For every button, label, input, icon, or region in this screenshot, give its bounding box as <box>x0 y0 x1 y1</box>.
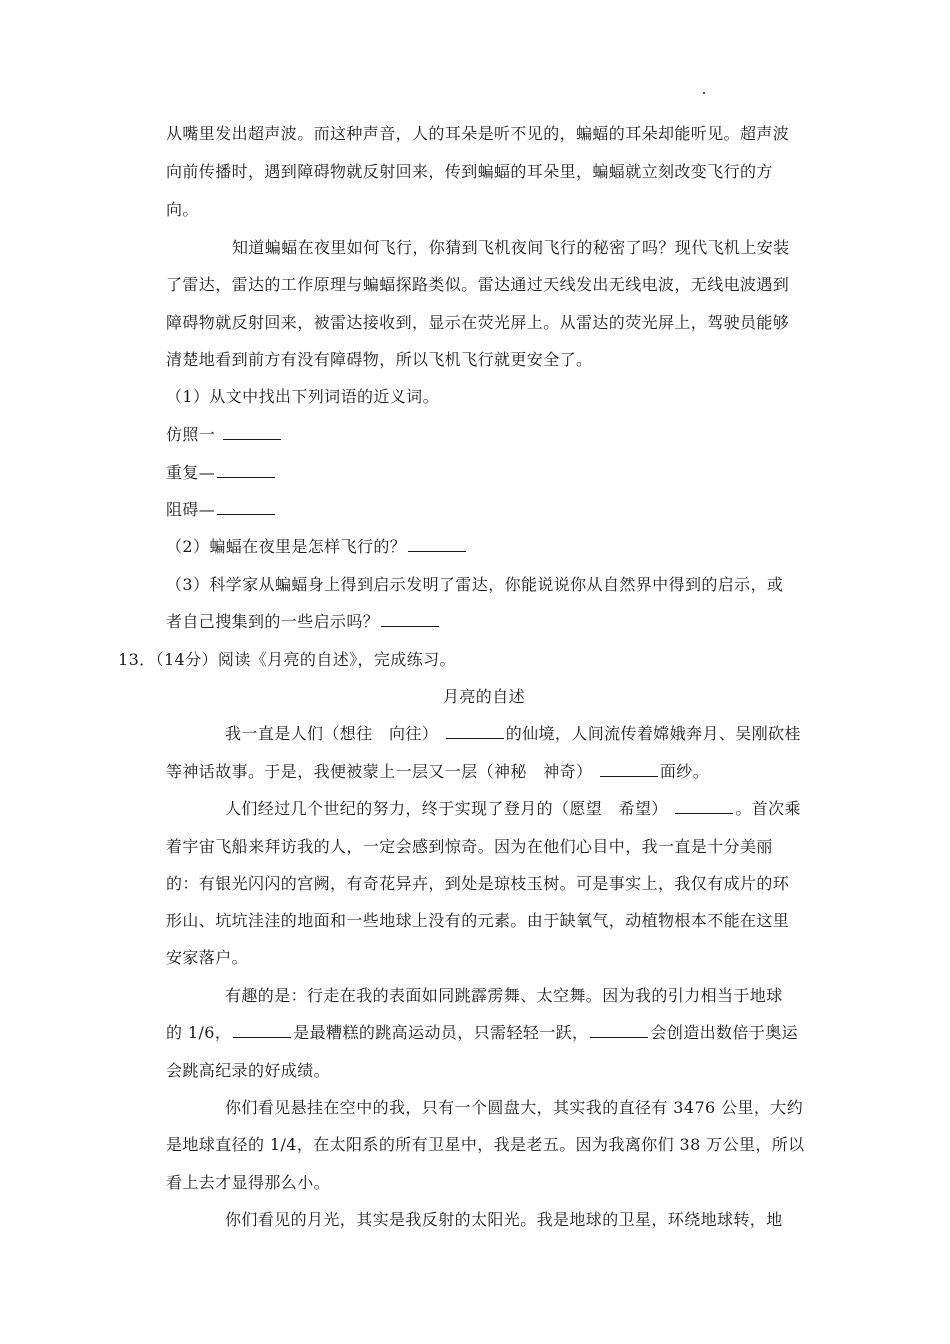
answer-blank[interactable] <box>217 463 275 478</box>
answer-blank[interactable] <box>446 724 504 739</box>
answer-blank[interactable] <box>408 537 466 552</box>
article-line: 看上去才显得那么小。 <box>166 1173 331 1192</box>
article-title: 月亮的自述 <box>443 687 526 706</box>
passage-line: 向前传播时，遇到障碍物就反射回来，传到蝙蝠的耳朵里，蝙蝠就立刻改变飞行的方 <box>166 162 773 181</box>
question-1-item: 仿照一 <box>166 425 283 445</box>
article-line: 的：有银光闪闪的宫阙，有奇花异卉，到处是琼枝玉树。可是事实上，我仅有成片的环 <box>166 874 790 893</box>
answer-blank[interactable] <box>675 799 733 814</box>
passage-line: 从嘴里发出超声波。而这种声音，人的耳朵是听不见的，蝙蝠的耳朵却能听见。超声波 <box>166 124 790 143</box>
article-line: 着宇宙飞船来拜访我的人，一定会感到惊奇。因为在他们心目中，我一直是十分美丽 <box>166 837 773 856</box>
question-1-item: 阻碍— <box>166 500 277 520</box>
answer-blank[interactable] <box>590 1023 648 1038</box>
article-line: 会跳高纪录的好成绩。 <box>166 1061 331 1080</box>
article-line: 的 1/6， 是最糟糕的跳高运动员，只需轻轻一跃， 会创造出数倍于奥运 <box>166 1023 799 1042</box>
answer-blank[interactable] <box>233 1023 291 1038</box>
article-line: 等神话故事。于是，我便被蒙上一层又一层（神秘 神奇） 面纱。 <box>166 762 710 781</box>
passage-line: 障碍物就反射回来，被雷达接收到，显示在荧光屏上。从雷达的荧光屏上，驾驶员能够 <box>166 313 790 332</box>
passage-line: 了雷达，雷达的工作原理与蝙蝠探路类似。雷达通过天线发出无线电波，无线电波遇到 <box>166 275 790 294</box>
question-3-line: （3）科学家从蝙蝠身上得到启示发明了雷达，你能说说你从自然界中得到的启示，或 <box>166 575 784 594</box>
page-mark <box>703 92 705 94</box>
answer-blank[interactable] <box>217 500 275 515</box>
question-1-prompt: （1）从文中找出下列词语的近义词。 <box>166 387 439 406</box>
passage-line: 向。 <box>166 200 199 219</box>
article-line: 我一直是人们（想往 向往） 的仙境，人间流传着嫦娥奔月、吴刚砍桂 <box>225 724 801 743</box>
answer-blank[interactable] <box>381 612 439 627</box>
question-2: （2）蝙蝠在夜里是怎样飞行的？ <box>166 537 468 557</box>
passage-line: 清楚地看到前方有没有障碍物，所以飞机飞行就更安全了。 <box>166 350 593 369</box>
article-line: 你们看见悬挂在空中的我，只有一个圆盘大，其实我的直径有 3476 公里，大约 <box>225 1098 804 1117</box>
article-line: 是地球直径的 1/4，在太阳系的所有卫星中，我是老五。因为我离你们 38 万公里，所以 <box>166 1135 805 1154</box>
question-13-heading: 13．（14分）阅读《月亮的自述》，完成练习。 <box>118 650 456 669</box>
answer-blank[interactable] <box>600 762 658 777</box>
answer-blank[interactable] <box>223 425 281 440</box>
article-line: 安家落户。 <box>166 948 249 967</box>
article-line: 有趣的是：行走在我的表面如同跳霹雳舞、太空舞。因为我的引力相当于地球 <box>225 986 783 1005</box>
article-line: 人们经过几个世纪的努力，终于实现了登月的（愿望 希望） 。首次乘 <box>225 799 801 818</box>
article-line: 你们看见的月光，其实是我反射的太阳光。我是地球的卫星，环绕地球转，地 <box>225 1210 783 1229</box>
question-1-item: 重复— <box>166 463 277 483</box>
passage-line: 知道蝙蝠在夜里如何飞行，你猜到飞机夜间飞行的秘密了吗？现代飞机上安装 <box>232 238 790 257</box>
article-line: 形山、坑坑洼洼的地面和一些地球上没有的元素。由于缺氧气，动植物根本不能在这里 <box>166 911 790 930</box>
question-3-line: 者自己搜集到的一些启示吗？ <box>166 612 441 632</box>
